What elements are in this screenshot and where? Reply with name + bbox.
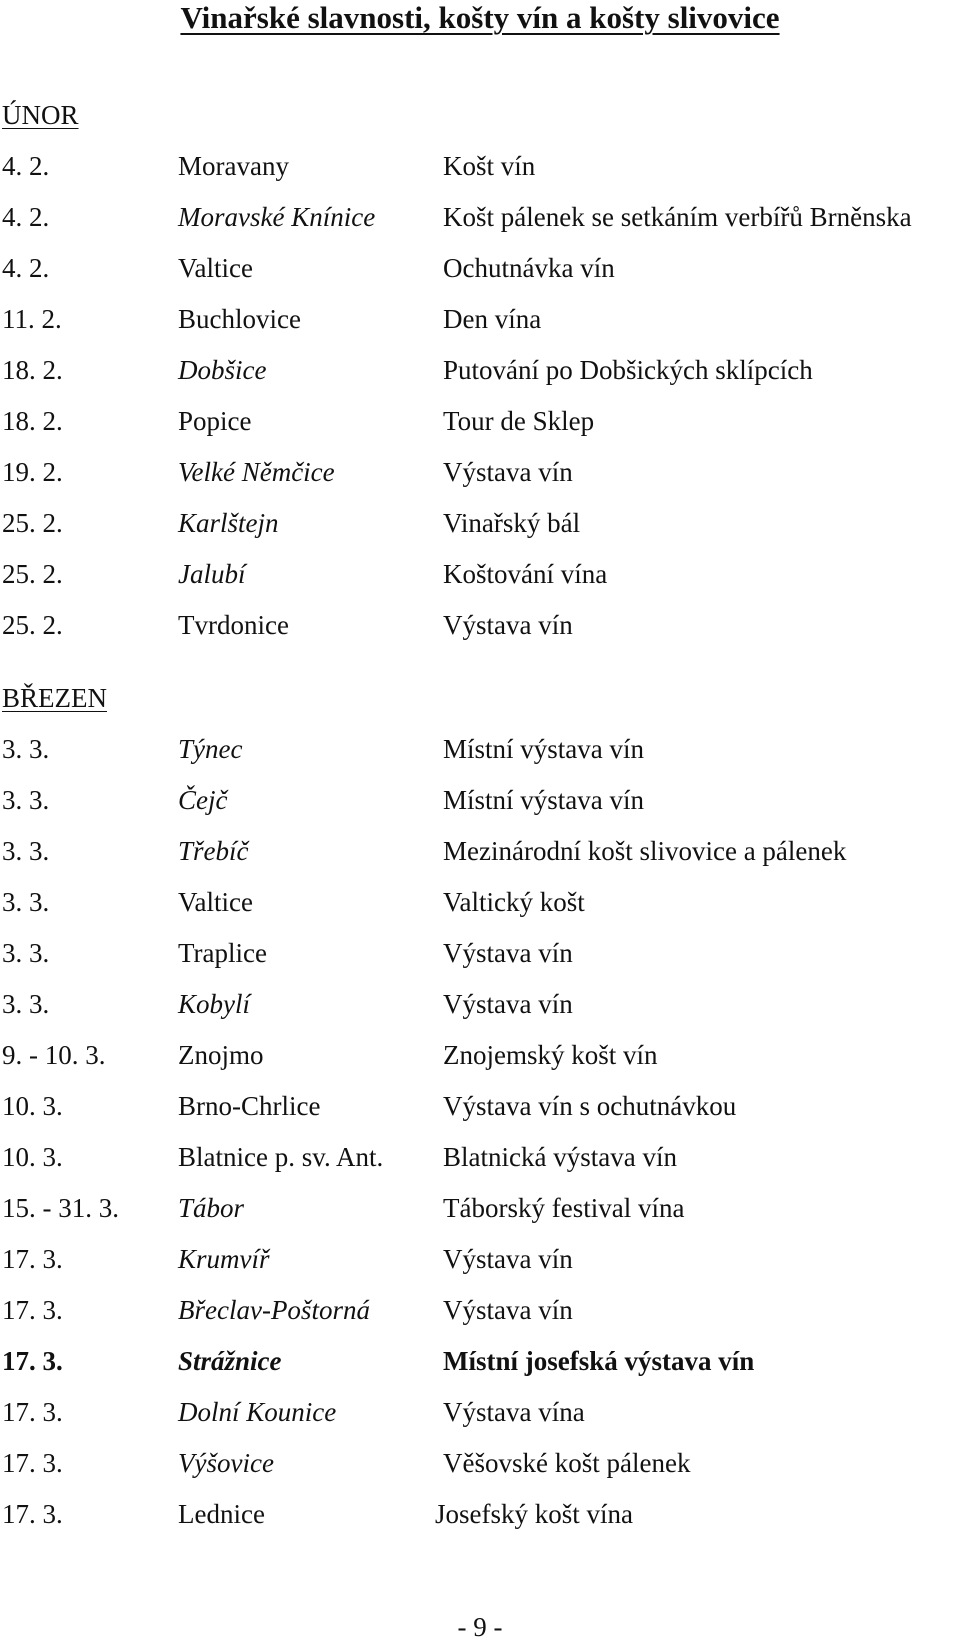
event-name: Valtický košt — [443, 887, 585, 917]
event-name: Vinařský bál — [443, 508, 581, 538]
event-row — [2, 141, 942, 192]
event-name: Putování po Dobšických sklípcích — [443, 355, 813, 385]
event-row — [2, 498, 942, 549]
event-date: 3. 3. — [2, 734, 50, 764]
event-name: Den vína — [443, 304, 542, 334]
event-name: Výstava vín — [443, 1295, 573, 1325]
event-date: 9. - 10. 3. — [2, 1040, 106, 1070]
event-row — [2, 1336, 942, 1387]
event-name: Koštování vína — [443, 559, 608, 589]
event-name: Tour de Sklep — [443, 406, 595, 436]
event-date: 18. 2. — [2, 406, 63, 436]
event-row — [2, 1132, 942, 1183]
event-row — [2, 724, 942, 775]
event-place: Krumvíř — [178, 1244, 270, 1274]
event-date: 25. 2. — [2, 610, 63, 640]
event-list — [2, 724, 942, 1540]
event-row — [2, 1030, 942, 1081]
event-place: Velké Němčice — [178, 457, 335, 487]
event-row — [2, 826, 942, 877]
event-name: Věšovské košt pálenek — [443, 1448, 691, 1478]
event-place: Moravské Knínice — [178, 202, 376, 232]
event-place: Čejč — [178, 785, 228, 815]
event-place: Třebíč — [178, 836, 249, 866]
event-name: Výstava vín — [443, 457, 573, 487]
event-place: Dobšice — [178, 355, 267, 385]
event-row — [2, 294, 942, 345]
event-row — [2, 600, 942, 651]
event-date: 25. 2. — [2, 559, 63, 589]
page-title: Vinařské slavnosti, košty vín a košty slivovice — [180, 0, 780, 35]
event-row — [2, 1438, 942, 1489]
event-date: 3. 3. — [2, 938, 50, 968]
event-row — [2, 928, 942, 979]
event-name: Josefský košt vína — [435, 1499, 633, 1529]
event-row — [2, 1183, 942, 1234]
month-heading: ÚNOR — [2, 100, 79, 130]
event-place: Znojmo — [178, 1040, 264, 1070]
event-row — [2, 243, 942, 294]
event-row — [2, 549, 942, 600]
event-date: 3. 3. — [2, 887, 50, 917]
event-row — [2, 1489, 942, 1540]
event-place: Jalubí — [178, 559, 246, 589]
event-row — [2, 775, 942, 826]
event-date: 3. 3. — [2, 989, 50, 1019]
event-place: Valtice — [178, 887, 253, 917]
event-date: 18. 2. — [2, 355, 63, 385]
section-unor — [2, 90, 942, 651]
event-date: 17. 3. — [2, 1244, 63, 1274]
event-place: Moravany — [178, 151, 289, 181]
event-name: Místní výstava vín — [443, 785, 644, 815]
event-date: 4. 2. — [2, 253, 50, 283]
event-place: Strážnice — [178, 1346, 282, 1376]
event-date: 10. 3. — [2, 1142, 63, 1172]
event-date: 3. 3. — [2, 836, 50, 866]
event-row — [2, 1285, 942, 1336]
event-date: 10. 3. — [2, 1091, 63, 1121]
event-row — [2, 192, 942, 243]
event-name: Výstava vín s ochutnávkou — [443, 1091, 737, 1121]
event-name: Místní josefská výstava vín — [443, 1346, 755, 1376]
event-name: Místní výstava vín — [443, 734, 644, 764]
event-date: 3. 3. — [2, 785, 50, 815]
event-row — [2, 1387, 942, 1438]
event-place: Týnec — [178, 734, 243, 764]
event-place: Tvrdonice — [178, 610, 289, 640]
event-date: 4. 2. — [2, 202, 50, 232]
event-place: Výšovice — [178, 1448, 274, 1478]
event-row — [2, 396, 942, 447]
event-name: Mezinárodní košt slivovice a pálenek — [443, 836, 847, 866]
event-name: Ochutnávka vín — [443, 253, 615, 283]
event-place: Karlštejn — [178, 508, 279, 538]
event-place: Lednice — [178, 1499, 265, 1529]
event-row — [2, 877, 942, 928]
event-name: Výstava vín — [443, 938, 573, 968]
event-place: Břeclav-Poštorná — [178, 1295, 370, 1325]
event-name: Blatnická výstava vín — [443, 1142, 677, 1172]
event-name: Výstava vína — [443, 1397, 585, 1427]
event-name: Výstava vín — [443, 1244, 573, 1274]
event-place: Dolní Kounice — [178, 1397, 337, 1427]
event-place: Valtice — [178, 253, 253, 283]
event-place: Blatnice p. sv. Ant. — [178, 1142, 384, 1172]
event-place: Popice — [178, 406, 252, 436]
event-place: Kobylí — [178, 989, 250, 1019]
event-name: Táborský festival vína — [443, 1193, 685, 1223]
event-date: 4. 2. — [2, 151, 50, 181]
event-date: 19. 2. — [2, 457, 63, 487]
event-name: Výstava vín — [443, 610, 573, 640]
event-place: Traplice — [178, 938, 267, 968]
event-row — [2, 1081, 942, 1132]
month-heading: BŘEZEN — [2, 683, 107, 713]
event-row — [2, 979, 942, 1030]
event-date: 17. 3. — [2, 1295, 63, 1325]
event-name: Znojemský košt vín — [443, 1040, 658, 1070]
event-date: 15. - 31. 3. — [2, 1193, 119, 1223]
event-row — [2, 345, 942, 396]
page-number: - 9 - — [457, 1612, 503, 1642]
section-brezen — [2, 673, 942, 1540]
event-date: 17. 3. — [2, 1397, 63, 1427]
event-place: Tábor — [178, 1193, 245, 1223]
event-date: 17. 3. — [2, 1499, 63, 1529]
event-row — [2, 447, 942, 498]
event-date: 17. 3. — [2, 1346, 63, 1376]
event-date: 11. 2. — [2, 304, 62, 334]
event-name: Košt vín — [443, 151, 536, 181]
event-name: Výstava vín — [443, 989, 573, 1019]
event-row — [2, 1234, 942, 1285]
event-name: Košt pálenek se setkáním verbířů Brněnska — [443, 202, 912, 232]
event-place: Buchlovice — [178, 304, 301, 334]
event-date: 25. 2. — [2, 508, 63, 538]
event-list — [2, 141, 942, 651]
event-date: 17. 3. — [2, 1448, 63, 1478]
event-place: Brno-Chrlice — [178, 1091, 321, 1121]
